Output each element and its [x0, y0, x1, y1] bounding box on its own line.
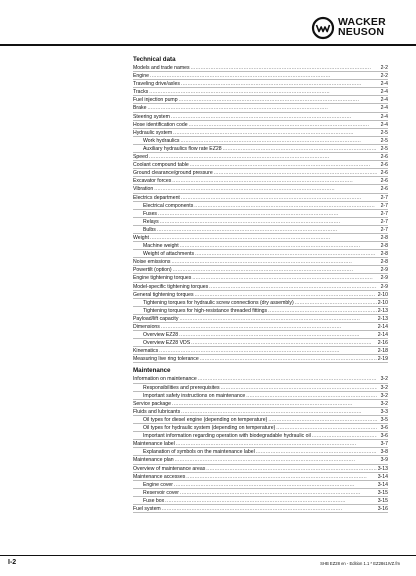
document-reference: SHB EZ28 en - Edition 1.1 * EZ28s1IVZ.fm — [320, 561, 400, 566]
toc-entry-page: 2-9 — [380, 275, 388, 282]
toc-entry-page: 3-2 — [380, 384, 388, 391]
toc-entry[interactable] — [133, 299, 388, 307]
toc-entry-page: 3-5 — [380, 416, 388, 423]
toc-entry-page: 2-2 — [380, 73, 388, 80]
toc-entry-page: 2-6 — [380, 186, 388, 193]
leader-dots — [162, 505, 377, 513]
toc-entry[interactable] — [133, 424, 388, 432]
toc-entry-label: Powertilt (option) — [133, 267, 172, 274]
toc-entry[interactable] — [133, 331, 388, 339]
leader-dots — [256, 448, 377, 456]
toc-entry-page: 3-9 — [380, 457, 388, 464]
toc-entry-label: Reservoir cover — [143, 489, 179, 496]
toc-entry-page: 2-10 — [377, 299, 388, 306]
toc-entry[interactable] — [133, 104, 388, 112]
leader-dots — [180, 489, 377, 497]
leader-dots — [221, 384, 377, 392]
toc-entry-page: 2-5 — [380, 137, 388, 144]
toc-entry[interactable] — [133, 234, 388, 242]
toc-entry-label: Important safety instructions on maintenance — [143, 392, 246, 399]
leader-dots — [180, 242, 377, 250]
toc-entry-page: 2-7 — [380, 202, 388, 209]
toc-entry-label: Overview of maintenance areas — [133, 465, 206, 472]
leader-dots — [191, 339, 377, 347]
toc-entry-label: Work hydraulics — [143, 137, 180, 144]
toc-entry-page: 3-14 — [377, 481, 388, 488]
toc-entry-label: Kinematics — [133, 348, 159, 355]
toc-entry-label: Hydraulic system — [133, 129, 173, 136]
leader-dots — [173, 129, 377, 137]
toc-entry-label: Important information regarding operation with biodegradable hydraulic oil — [143, 433, 311, 440]
leader-dots — [246, 392, 377, 400]
toc-entry-page: 3-6 — [380, 425, 388, 432]
toc-entry-page: 2-8 — [380, 259, 388, 266]
toc-entry-label: Electrics department — [133, 194, 180, 201]
toc-entry-page: 2-8 — [380, 243, 388, 250]
leader-dots — [175, 456, 377, 464]
leader-dots — [171, 258, 377, 266]
toc-entry-page: 2-7 — [380, 210, 388, 217]
leader-dots — [191, 64, 377, 72]
leader-dots — [195, 291, 377, 299]
toc-entry-label: Fuel injection pump — [133, 97, 178, 104]
leader-dots — [181, 408, 377, 416]
toc-entry[interactable] — [133, 408, 388, 416]
toc-entry-label: Fuel system — [133, 505, 161, 512]
toc-entry-label: Explanation of symbols on the maintenance label — [143, 449, 255, 456]
leader-dots — [147, 104, 377, 112]
toc-entry[interactable] — [133, 339, 388, 347]
toc-entry-page: 2-7 — [380, 194, 388, 201]
toc-entry-page: 2-4 — [380, 81, 388, 88]
toc-entry-label: Engine cover — [143, 481, 174, 488]
toc-entry-page: 2-13 — [377, 315, 388, 322]
toc-entry-page: 3-2 — [380, 376, 388, 383]
toc-entry-page: 2-4 — [380, 105, 388, 112]
leader-dots — [150, 234, 377, 242]
leader-dots — [154, 185, 377, 193]
toc-entry-label: Bulbs — [143, 226, 156, 233]
leader-dots — [268, 416, 377, 424]
toc-entry[interactable] — [133, 274, 388, 282]
toc-entry[interactable] — [133, 153, 388, 161]
toc-entry-page: 2-19 — [377, 356, 388, 363]
toc-entry[interactable] — [133, 113, 388, 121]
toc-entry-page: 2-5 — [380, 145, 388, 152]
toc-entry-page: 3-3 — [380, 408, 388, 415]
toc-entry-label: Maintenance plan — [133, 457, 174, 464]
toc-entry[interactable] — [133, 307, 388, 315]
leader-dots — [206, 465, 376, 473]
leader-dots — [181, 80, 377, 88]
toc-entry[interactable] — [133, 440, 388, 448]
toc-entry-label: Fuses — [143, 210, 157, 217]
toc-entry-page: 2-8 — [380, 234, 388, 241]
leader-dots — [150, 72, 377, 80]
leader-dots — [181, 194, 377, 202]
toc-entry-label: Maintenance label — [133, 441, 175, 448]
leader-dots — [159, 347, 377, 355]
toc-entry[interactable] — [133, 185, 388, 193]
leader-dots — [186, 473, 376, 481]
leader-dots — [172, 177, 377, 185]
toc-entry[interactable] — [133, 497, 388, 505]
toc-entry-page: 3-2 — [380, 400, 388, 407]
toc-entry-page: 2-5 — [380, 129, 388, 136]
toc-entry[interactable] — [133, 194, 388, 202]
toc-entry[interactable] — [133, 258, 388, 266]
toc-entry-page: 2-4 — [380, 89, 388, 96]
toc-entry-label: Excavator forces — [133, 178, 172, 185]
leader-dots — [160, 218, 377, 226]
toc-entry-label: Brake — [133, 105, 147, 112]
brand-line2: NEUSON — [338, 25, 385, 38]
toc-entry-page: 2-9 — [380, 283, 388, 290]
toc-entry[interactable] — [133, 218, 388, 226]
toc-entry-page: 3-16 — [377, 505, 388, 512]
toc-entry-label: General tightening torques — [133, 291, 194, 298]
toc-entry-page: 2-6 — [380, 154, 388, 161]
toc-entry-label: Overview EZ28 — [143, 332, 179, 339]
header-rule — [0, 44, 416, 46]
leader-dots — [214, 169, 377, 177]
toc-entry-label: Noise emissions — [133, 259, 171, 266]
toc-entry-page: 2-18 — [377, 348, 388, 355]
toc-entry-label: Oil types for hydraulic system (depending on temperature) — [143, 425, 276, 432]
toc-entry-label: Steering system — [133, 113, 170, 120]
toc-entry-page: 3-7 — [380, 441, 388, 448]
toc-entry-page: 2-2 — [380, 65, 388, 71]
leader-dots — [149, 88, 377, 96]
toc-entry[interactable] — [133, 210, 388, 218]
toc-entry-label: Hose identification code — [133, 121, 188, 128]
toc-entry[interactable] — [133, 250, 388, 258]
toc-entry-page: 2-14 — [377, 332, 388, 339]
toc-entry-label: Ground clearance/ground pressure — [133, 170, 213, 177]
toc-entry[interactable] — [133, 481, 388, 489]
toc-entry[interactable] — [133, 121, 388, 129]
leader-dots — [149, 153, 377, 161]
toc-entry[interactable] — [133, 400, 388, 408]
table-of-contents — [133, 56, 388, 513]
toc-entry-page: 2-14 — [377, 324, 388, 330]
toc-entry[interactable] — [133, 465, 388, 473]
toc-entry[interactable] — [133, 384, 388, 392]
toc-entry-page: 2-6 — [380, 162, 388, 169]
toc-entry[interactable] — [133, 161, 388, 169]
toc-entry-label: Maintenance accesses — [133, 473, 186, 480]
toc-entry[interactable] — [133, 283, 388, 291]
toc-entry-label: Engine tightening torques — [133, 275, 192, 282]
toc-entry-label: Machine weight — [143, 243, 179, 250]
toc-entry-page: 2-7 — [380, 218, 388, 225]
toc-entry[interactable] — [133, 177, 388, 185]
toc-entry[interactable] — [133, 416, 388, 424]
leader-dots — [192, 274, 377, 282]
toc-entry-page: 2-4 — [380, 121, 388, 128]
toc-entry-page: 3-15 — [377, 489, 388, 496]
leader-dots — [179, 315, 376, 323]
leader-dots — [295, 299, 377, 307]
leader-dots — [173, 266, 377, 274]
toc-entry-page: 2-4 — [380, 113, 388, 120]
toc-entry-page: 2-9 — [380, 267, 388, 274]
toc-entry[interactable] — [133, 375, 388, 383]
leader-dots — [176, 440, 377, 448]
toc-entry-page: 2-4 — [380, 97, 388, 104]
toc-entry-page: 2-13 — [377, 307, 388, 314]
toc-entry[interactable] — [133, 137, 388, 145]
leader-dots — [190, 161, 377, 169]
toc-entry-page: 2-6 — [380, 178, 388, 185]
toc-entry[interactable] — [133, 456, 388, 464]
toc-entry-label: Oil types for diesel engine (depending on temperature) — [143, 416, 268, 423]
toc-entry[interactable] — [133, 96, 388, 104]
toc-entry-label: Tightening torques for hydraulic screw connections (dry assembly) — [143, 299, 294, 306]
toc-entry-label: Fuse box — [143, 497, 165, 504]
leader-dots — [179, 96, 377, 104]
toc-entry-label: Fluids and lubricants — [133, 408, 181, 415]
toc-entry-page: 3-2 — [380, 392, 388, 399]
toc-entry[interactable] — [133, 80, 388, 88]
toc-entry-label: Measuring live ring tolerance — [133, 356, 199, 363]
toc-entry-page: 2-8 — [380, 251, 388, 258]
toc-entry[interactable] — [133, 145, 388, 153]
toc-entry-label: Tracks — [133, 89, 149, 96]
toc-entry-page: 3-13 — [377, 465, 388, 472]
footer-rule — [0, 555, 416, 556]
toc-entry[interactable] — [133, 392, 388, 400]
toc-entry-label: Information on maintenance — [133, 376, 197, 383]
section-heading: Maintenance — [133, 367, 171, 375]
toc-entry[interactable] — [133, 355, 388, 363]
leader-dots — [195, 250, 377, 258]
toc-entry[interactable] — [133, 129, 388, 137]
leader-dots — [223, 145, 377, 153]
toc-entry-page: 3-6 — [380, 433, 388, 440]
toc-entry[interactable] — [133, 291, 388, 299]
leader-dots — [276, 424, 377, 432]
toc-entry-page: 3-15 — [377, 497, 388, 504]
toc-entry-page: 2-10 — [377, 291, 388, 298]
toc-entry-label: Models and trade names — [133, 65, 190, 71]
leader-dots — [161, 323, 377, 331]
toc-entry-label: Speed — [133, 154, 148, 161]
toc-entry-label: Traveling drive/axles — [133, 81, 180, 88]
leader-dots — [174, 481, 377, 489]
brand-line1: WACKER — [338, 16, 386, 28]
toc-entry[interactable] — [133, 448, 388, 456]
toc-entry-label: Dimensions — [133, 324, 160, 330]
toc-entry-label: Responsibilities and prerequisites — [143, 384, 220, 391]
leader-dots — [172, 400, 377, 408]
toc-entry-label: Weight of attachments — [143, 251, 195, 258]
leader-dots — [158, 210, 377, 218]
leader-dots — [194, 202, 377, 210]
toc-entry-page: 3-8 — [380, 449, 388, 456]
toc-entry-label: Auxiliary hydraulics flow rate EZ28 — [143, 145, 222, 152]
section-heading: Technical data — [133, 56, 176, 63]
leader-dots — [180, 137, 377, 145]
leader-dots — [268, 307, 377, 315]
leader-dots — [209, 283, 377, 291]
toc-entry[interactable] — [133, 88, 388, 96]
toc-entry-label: Tightening torques for high-resistance threaded fittings — [143, 307, 268, 314]
page-number: I-2 — [8, 559, 17, 566]
toc-entry-label: Weight — [133, 234, 149, 241]
leader-dots — [312, 432, 377, 440]
toc-entry[interactable] — [133, 323, 388, 331]
toc-entry[interactable] — [133, 266, 388, 274]
toc-entry[interactable] — [133, 242, 388, 250]
leader-dots — [165, 497, 377, 505]
leader-dots — [157, 226, 377, 234]
toc-entry-page: 2-6 — [380, 170, 388, 177]
toc-entry-label: Electrical components — [143, 202, 194, 209]
leader-dots — [200, 355, 377, 363]
toc-entry[interactable] — [133, 64, 388, 72]
toc-entry[interactable] — [133, 347, 388, 355]
toc-entry-page: 2-16 — [377, 340, 388, 347]
toc-entry-label: Engine — [133, 73, 150, 80]
toc-entry[interactable] — [133, 226, 388, 234]
toc-entry[interactable] — [133, 505, 388, 513]
leader-dots — [198, 375, 377, 383]
toc-entry-page: 3-14 — [377, 473, 388, 480]
toc-entry-label: Relays — [143, 218, 159, 225]
toc-entry-label: Payload/lift capacity — [133, 315, 179, 322]
toc-entry-page: 2-7 — [380, 226, 388, 233]
toc-entry[interactable] — [133, 473, 388, 481]
toc-entry[interactable] — [133, 72, 388, 80]
toc-entry-label: Model-specific tightening torques — [133, 283, 209, 290]
toc-entry[interactable] — [133, 202, 388, 210]
toc-entry[interactable] — [133, 489, 388, 497]
leader-dots — [189, 121, 377, 129]
toc-entry-label: Coolant compound table — [133, 162, 189, 169]
leader-dots — [179, 331, 377, 339]
toc-entry[interactable] — [133, 169, 388, 177]
toc-entry-label: Overview EZ28 VDS — [143, 340, 191, 347]
leader-dots — [171, 113, 377, 121]
brand-wordmark — [338, 18, 386, 37]
toc-entry[interactable] — [133, 315, 388, 323]
toc-entry-label: Vibration — [133, 186, 154, 193]
toc-entry-label: Service package — [133, 400, 172, 407]
toc-entry[interactable] — [133, 432, 388, 440]
